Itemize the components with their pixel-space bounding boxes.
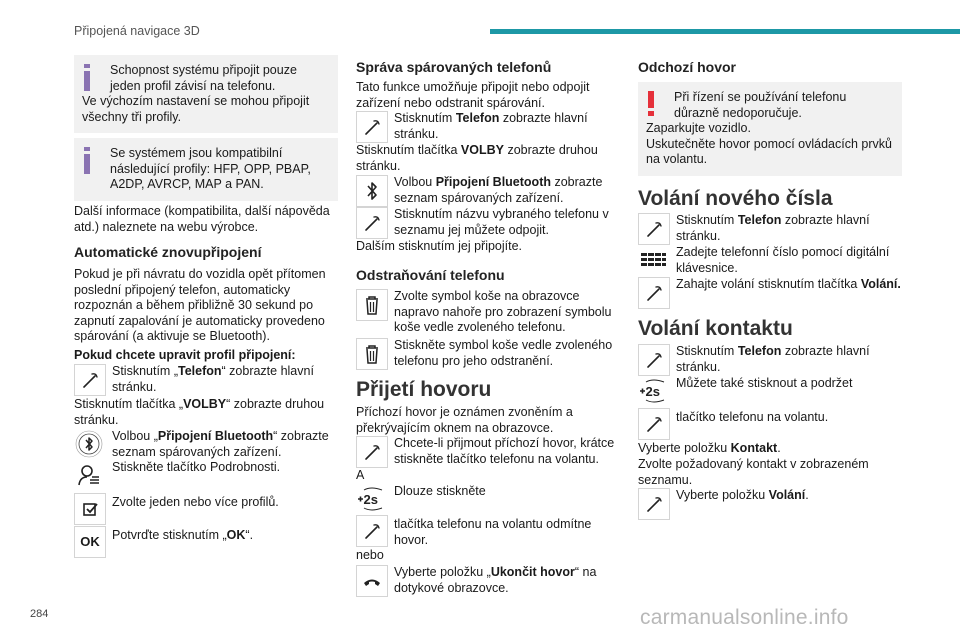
text: Stisknutím názvu vybraného telefonu v seznamu jej můžete odpojit.: [394, 207, 609, 237]
step-row: [638, 213, 902, 244]
more-info-text: Další informace (kompatibilita, další nápověda atd.) naleznete na webu výrobce.: [74, 204, 330, 234]
paragraph: Pokud je při návratu do vozidla opět přítomen poslední připojený telefon, automaticky rozpoznán a během přibližně 30 sekund po zapnutí zapalování je automaticky provedeno spárování (a aktivuje se Bluetooth).: [74, 267, 326, 343]
paragraph: [638, 441, 902, 457]
text-bold: Telefon: [178, 364, 222, 378]
step-row: [74, 364, 338, 395]
warning-icon: [648, 91, 654, 116]
paragraph: Dalším stisknutím jej připojíte.: [356, 239, 523, 253]
step-row: [638, 344, 902, 375]
step-row: [356, 436, 618, 467]
step-row: [356, 175, 618, 206]
watermark: carmanualsonline.info: [640, 606, 849, 629]
section-heading-large: Přijetí hovoru: [356, 378, 492, 401]
text: “ zobrazte druhou stránku.: [74, 397, 325, 427]
touch-finger-icon: [356, 111, 388, 143]
text: “ zobrazte hlavní stránku.: [112, 364, 314, 394]
long-press-label: 2s: [363, 492, 378, 507]
text: tlačítka telefonu na volantu odmítne hovor.: [394, 517, 592, 547]
touch-finger-icon: [638, 488, 670, 520]
text-bold: Připojení Bluetooth: [435, 175, 551, 189]
text: Zahajte volání stisknutím tlačítka: [676, 277, 861, 291]
text: Volbou „: [112, 429, 158, 443]
long-press-2s-icon: [356, 484, 388, 516]
header-accent-bar: [490, 29, 960, 34]
text: .: [805, 488, 809, 502]
text: Volbou: [394, 175, 436, 189]
text: “.: [245, 528, 254, 542]
paragraph: Příchozí hovor je oznámen zvoněním a překrývajícím oknem na obrazovce.: [356, 405, 573, 435]
paragraph: [356, 143, 618, 174]
paragraph: A: [356, 468, 365, 482]
checkbox-icon: [74, 493, 106, 525]
paragraph-bold: Pokud chcete upravit profil připojení:: [74, 348, 296, 362]
info-note-line: Se systémem jsou kompatibilní následující profily: HFP, OPP, PBAP, A2DP, AVRCP, MAP a PAN.: [110, 146, 311, 191]
text: Zvolte symbol koše na obrazovce napravo nahoře pro zobrazení symbolu koše vedle zvoleného telefonu.: [394, 289, 612, 334]
step-row: [356, 338, 618, 369]
info-icon: [84, 147, 90, 174]
step-row: [638, 488, 902, 504]
step-row: [356, 484, 618, 507]
text: Můžete také stisknout a podržet: [676, 376, 853, 390]
text-bold: VOLBY: [460, 143, 504, 157]
trash-icon: [356, 289, 388, 321]
text: “ zobrazte seznam spárovaných zařízení.: [112, 429, 329, 459]
text: Vyberte položku: [638, 441, 731, 455]
step-row: [74, 460, 338, 476]
info-note-compat: [74, 138, 338, 201]
touch-finger-icon: [638, 277, 670, 309]
text: Zadejte telefonní číslo pomocí digitální klávesnice.: [676, 245, 890, 275]
paragraph: [74, 397, 338, 428]
info-note-profiles: [74, 55, 338, 133]
bluetooth-icon: [74, 429, 106, 461]
text-bold: Volání.: [860, 277, 901, 291]
touch-finger-icon: [638, 408, 670, 440]
section-heading: Správa spárovaných telefonů: [356, 59, 552, 75]
text: tlačítko telefonu na volantu.: [676, 410, 829, 424]
text: Stisknutím: [394, 111, 456, 125]
text-bold: Telefon: [737, 344, 782, 358]
step-row: [356, 111, 618, 142]
text: Stisknutím tlačítka „: [74, 397, 184, 411]
info-icon: [84, 64, 90, 91]
section-heading: Odstraňování telefonu: [356, 267, 505, 283]
text: “ na dotykové obrazovce.: [394, 565, 597, 595]
text: zobrazte hlavní stránku.: [394, 111, 588, 141]
text-bold: Připojení Bluetooth: [157, 429, 274, 443]
step-row: [356, 565, 618, 596]
step-row: [356, 515, 618, 548]
section-heading: Automatické znovupřipojení: [74, 244, 262, 260]
text: Vyberte položku „: [394, 565, 491, 579]
text: Zvolte jeden nebo více profilů.: [112, 495, 279, 509]
touch-finger-icon: [356, 436, 388, 468]
section-heading-large: Volání kontaktu: [638, 317, 793, 340]
step-row: [74, 429, 338, 460]
text: zobrazte hlavní stránku.: [676, 344, 870, 374]
page-number: 284: [30, 608, 49, 620]
text: Stiskněte tlačítko Podrobnosti.: [112, 460, 281, 474]
step-row: [74, 526, 338, 549]
warning-line: Zaparkujte vozidlo.: [646, 121, 751, 135]
text: .: [777, 441, 781, 455]
text: Stiskněte symbol koše vedle zvoleného telefonu pro jeho odstranění.: [394, 338, 613, 368]
text-bold: Telefon: [455, 111, 500, 125]
text: zobrazte druhou stránku.: [356, 143, 598, 173]
touch-finger-icon: [638, 344, 670, 376]
long-press-label: 2s: [645, 384, 660, 399]
text-bold: OK: [226, 528, 246, 542]
text: Dlouze stiskněte: [394, 484, 486, 498]
touch-finger-icon: [356, 515, 388, 547]
text-bold: Telefon: [737, 213, 782, 227]
text: Chcete-li přijmout příchozí hovor, krátce stiskněte tlačítko telefonu na volantu.: [394, 436, 615, 466]
text-bold: Kontakt: [730, 441, 778, 455]
text: Stisknutím: [676, 344, 738, 358]
info-note-line: Schopnost systému připojit pouze jeden profil závisí na telefonu.: [110, 63, 297, 93]
trash-icon: [356, 338, 388, 370]
touch-finger-icon: [356, 207, 388, 239]
long-press-2s-icon: [638, 376, 670, 408]
text-bold: Ukončit hovor: [490, 565, 575, 579]
step-row: [638, 408, 902, 426]
touch-finger-icon: [74, 364, 106, 396]
warning-line: Při řízení se používání telefonu důrazně nedoporučuje.: [674, 90, 847, 120]
warning-line: Uskutečněte hovor pomocí ovládacích prvků na volantu.: [646, 136, 892, 166]
step-row: [356, 289, 618, 336]
person-details-icon: [74, 460, 106, 492]
touch-finger-icon: [638, 213, 670, 245]
keypad-icon: [638, 245, 670, 277]
step-row: [74, 493, 338, 511]
text: Stisknutím tlačítka: [356, 143, 461, 157]
text: Potvrďte stisknutím „: [112, 528, 227, 542]
header-title: Připojená navigace 3D: [74, 24, 200, 38]
info-note-line: Ve výchozím nastavení se mohou připojit všechny tři profily.: [82, 94, 310, 124]
text: zobrazte hlavní stránku.: [676, 213, 870, 243]
section-heading: Odchozí hovor: [638, 59, 736, 75]
text: Stisknutím „: [112, 364, 178, 378]
text-bold: VOLBY: [183, 397, 227, 411]
paragraph: Tato funkce umožňuje připojit nebo odpojit zařízení nebo odstranit spárování.: [356, 80, 590, 110]
step-row: [638, 277, 902, 293]
ok-icon: OK: [74, 526, 106, 558]
step-row: [638, 376, 902, 399]
section-heading-large: Volání nového čísla: [638, 187, 833, 210]
text: Stisknutím: [676, 213, 738, 227]
text: Vyberte položku: [676, 488, 769, 502]
paragraph: nebo: [356, 548, 384, 562]
step-row: [638, 245, 902, 276]
text-bold: Volání: [768, 488, 806, 502]
step-row: [356, 207, 618, 238]
bluetooth-icon: [356, 175, 388, 207]
paragraph: Zvolte požadovaný kontakt v zobrazeném seznamu.: [638, 457, 869, 487]
warning-note: [638, 82, 902, 176]
text: zobrazte seznam spárovaných zařízení.: [394, 175, 603, 205]
hang-up-icon: [356, 565, 388, 597]
